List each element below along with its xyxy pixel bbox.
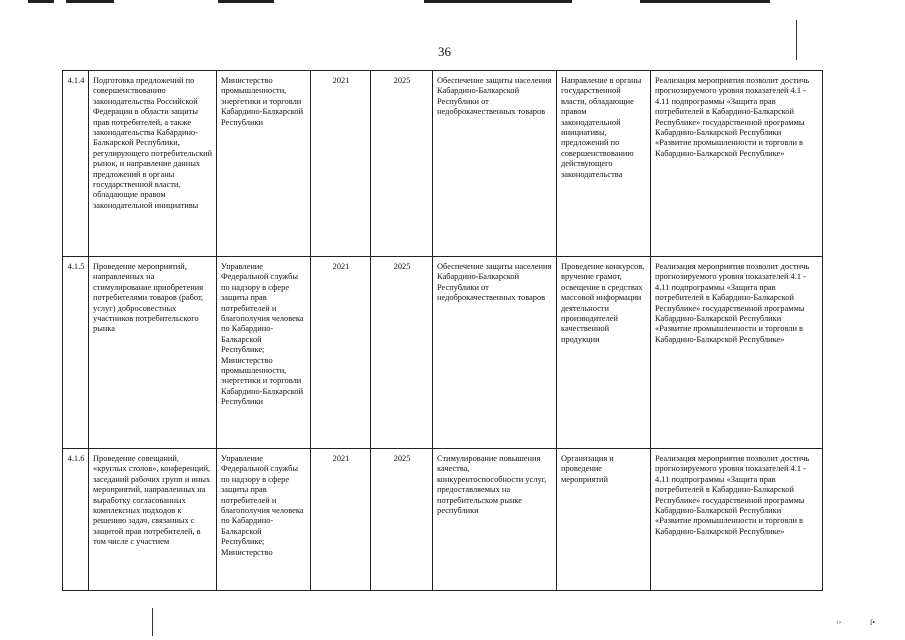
impact-cell: Реализация мероприятия позволит достичь прогнозируемого уровня показателей 4.1 - 4.11 подпрограммы «Защита прав потребителей в Кабардино-Балкарской Республике» государственной программы Кабардино-Балкарской Республики «Развитие промышленности и торговли в Кабардино-Балкарской Республике» bbox=[651, 449, 823, 591]
result-cell: Обеспечение защиты населения Кабардино-Балкарской Республики от недоброкачественных товаров bbox=[433, 257, 557, 449]
table-row bbox=[63, 257, 823, 449]
scan-mark-corner-1: ʼʼ bbox=[836, 620, 842, 629]
scan-mark-top-5 bbox=[640, 0, 770, 3]
activity-cell: Подготовка предложений по совершенствованию законодательства Российской Федерации в области защиты прав потребителей, а также законодательства Кабардино-Балкарской Республики, регулирующего потребительский рынок, и направление данных предложений в органы государственной власти, обладающие правом законодательной инициативы bbox=[89, 71, 217, 257]
start-year-cell: 2021 bbox=[311, 71, 371, 257]
page-number: 36 bbox=[438, 44, 451, 59]
table-row bbox=[63, 71, 823, 257]
scan-line-right bbox=[796, 20, 797, 60]
executor-cell: Министерство промышленности, энергетики и торговли Кабардино-Балкарской Республики bbox=[217, 71, 311, 257]
result-cell: Стимулирование повышения качества, конкурентоспособности услуг, предоставляемых на потребительском рынке республики bbox=[433, 449, 557, 591]
scan-mark-top-2 bbox=[66, 0, 114, 3]
activity-cell: Проведение мероприятий, направленных на стимулирование приобретения потребителями товаров (работ, услуг) добросовестных участников потребительского рынка bbox=[89, 257, 217, 449]
content-cell: Организация и проведение мероприятий bbox=[557, 449, 651, 591]
scan-mark-top-1 bbox=[28, 0, 54, 3]
start-year-cell: 2021 bbox=[311, 257, 371, 449]
scan-line-bottom bbox=[152, 608, 153, 636]
activities-table bbox=[62, 70, 823, 591]
scan-mark-corner-2: ſ• bbox=[870, 618, 876, 627]
content-cell: Направление в органы государственной власти, обладающие правом законодательной инициативы, предложений по совершенствованию действующего законодательства bbox=[557, 71, 651, 257]
impact-cell: Реализация мероприятия позволит достичь прогнозируемого уровня показателей 4.1 - 4.11 подпрограммы «Защита прав потребителей в Кабардино-Балкарской Республике» государственной программы Кабардино-Балкарской Республики «Развитие промышленности и торговли в Кабардино-Балкарской Республике» bbox=[651, 257, 823, 449]
activity-cell: Проведение совещаний, «круглых столов», конференций, заседаний рабочих групп и иных мероприятий, направленных на выработку согласованных комплексных подходов к решению задач, связанных с защитой прав потребителей, в том числе с участием bbox=[89, 449, 217, 591]
row-number: 4.1.6 bbox=[63, 449, 89, 591]
executor-cell: Управление Федеральной службы по надзору в сфере защиты прав потребителей и благополучия человека по Кабардино-Балкарской Республике; Министерство промышленности, энергетики и торговли Кабардино-Балкарской Республики bbox=[217, 257, 311, 449]
content-cell: Проведение конкурсов, вручение грамот, освещение в средствах массовой информации деятельности производителей качественной продукции bbox=[557, 257, 651, 449]
row-number: 4.1.5 bbox=[63, 257, 89, 449]
end-year-cell: 2025 bbox=[371, 257, 433, 449]
scan-mark-top-4 bbox=[424, 0, 572, 3]
executor-cell: Управление Федеральной службы по надзору в сфере защиты прав потребителей и благополучия человека по Кабардино-Балкарской Республике; Министерство bbox=[217, 449, 311, 591]
scan-mark-top-3 bbox=[218, 0, 274, 3]
result-cell: Обеспечение защиты населения Кабардино-Балкарской Республики от недоброкачественных товаров bbox=[433, 71, 557, 257]
table-row bbox=[63, 449, 823, 591]
impact-cell: Реализация мероприятия позволит достичь прогнозируемого уровня показателей 4.1 - 4.11 подпрограммы «Защита прав потребителей в Кабардино-Балкарской Республике» государственной программы Кабардино-Балкарской Республики «Развитие промышленности и торговли в Кабардино-Балкарской Республике» bbox=[651, 71, 823, 257]
row-number: 4.1.4 bbox=[63, 71, 89, 257]
end-year-cell: 2025 bbox=[371, 71, 433, 257]
end-year-cell: 2025 bbox=[371, 449, 433, 591]
start-year-cell: 2021 bbox=[311, 449, 371, 591]
